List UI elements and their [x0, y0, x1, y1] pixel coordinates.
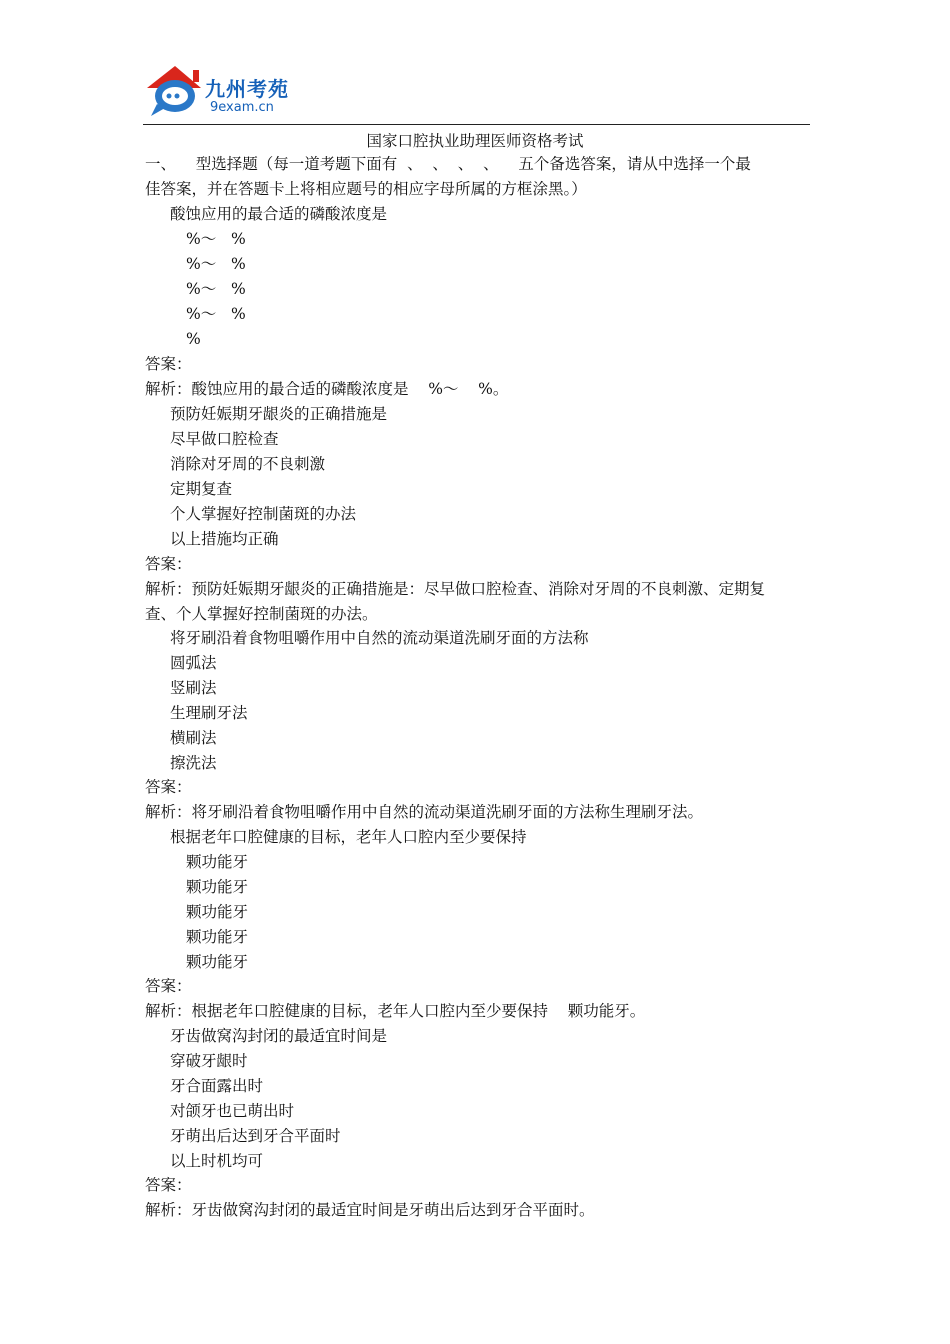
answer-label: 答案：	[145, 1176, 192, 1194]
option: %～ %	[186, 280, 246, 298]
question-stem: 将牙刷沿着食物咀嚼作用中自然的流动渠道洗刷牙面的方法称	[170, 629, 589, 647]
section-instruction: 一、 型选择题（每一道考题下面有 、 、 、 、 五个备选答案，请从中选择一个最	[145, 155, 751, 173]
question-stem: 酸蚀应用的最合适的磷酸浓度是	[170, 205, 388, 223]
answer-label: 答案：	[145, 555, 192, 573]
question-stem: 根据老年口腔健康的目标，老年人口腔内至少要保持	[170, 828, 527, 846]
analysis-cont: 查、个人掌握好控制菌斑的办法。	[145, 605, 378, 623]
analysis: 解析：牙齿做窝沟封闭的最适宜时间是牙萌出后达到牙合平面时。	[145, 1201, 595, 1219]
analysis: 解析：预防妊娠期牙龈炎的正确措施是：尽早做口腔检查、消除对牙周的不良刺激、定期复	[145, 580, 766, 598]
option: 颗功能牙	[186, 878, 249, 896]
option: 个人掌握好控制菌斑的办法	[170, 505, 357, 523]
analysis: 解析：根据老年口腔健康的目标，老年人口腔内至少要保持 颗功能牙。	[145, 1002, 646, 1020]
option: 颗功能牙	[186, 853, 249, 871]
analysis: 解析：将牙刷沿着食物咀嚼作用中自然的流动渠道洗刷牙面的方法称生理刷牙法。	[145, 803, 704, 821]
option: 擦洗法	[170, 754, 217, 772]
option: %～ %	[186, 230, 246, 248]
option: %～ %	[186, 305, 246, 323]
option: 牙萌出后达到牙合平面时	[170, 1127, 341, 1145]
answer-label: 答案：	[145, 977, 192, 995]
logo-text: 九州考苑	[205, 77, 289, 101]
option: 横刷法	[170, 729, 217, 747]
header-rule	[143, 124, 810, 125]
logo-subtext: 9exam.cn	[210, 100, 274, 115]
answer-label: 答案：	[145, 355, 192, 373]
option: 圆弧法	[170, 654, 217, 672]
option: 颗功能牙	[186, 928, 249, 946]
option: 生理刷牙法	[170, 704, 248, 722]
section-instruction-cont: 佳答案，并在答题卡上将相应题号的相应字母所属的方框涂黑。）	[145, 180, 587, 198]
option: %～ %	[186, 255, 246, 273]
analysis: 解析：酸蚀应用的最合适的磷酸浓度是 %～ %。	[145, 380, 509, 398]
option: 尽早做口腔检查	[170, 430, 279, 448]
question-stem: 预防妊娠期牙龈炎的正确措施是	[170, 405, 388, 423]
logo-icon	[143, 60, 207, 120]
question-stem: 牙齿做窝沟封闭的最适宜时间是	[170, 1027, 388, 1045]
option: 消除对牙周的不良刺激	[170, 455, 326, 473]
option: 定期复查	[170, 480, 233, 498]
option: 竖刷法	[170, 679, 217, 697]
option: 颗功能牙	[186, 953, 249, 971]
option: 穿破牙龈时	[170, 1052, 248, 1070]
option: 以上时机均可	[170, 1152, 264, 1170]
option: %	[186, 330, 201, 348]
option: 颗功能牙	[186, 903, 249, 921]
option: 牙合面露出时	[170, 1077, 264, 1095]
option: 对颌牙也已萌出时	[170, 1102, 295, 1120]
answer-label: 答案：	[145, 778, 192, 796]
document-title: 国家口腔执业助理医师资格考试	[366, 132, 584, 150]
option: 以上措施均正确	[170, 530, 279, 548]
